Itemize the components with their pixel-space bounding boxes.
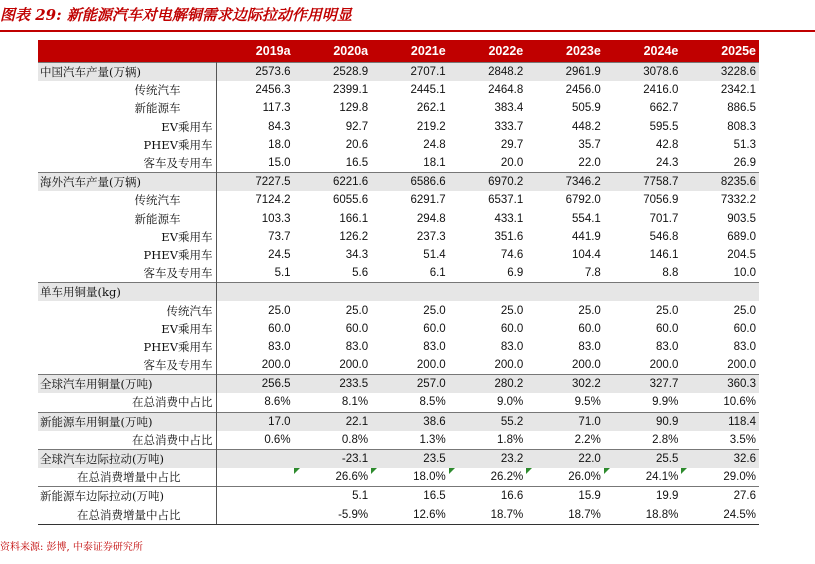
value-cell: 15.0: [268, 157, 291, 170]
value-cell: [216, 468, 294, 487]
value-cell: 60.0: [423, 322, 446, 335]
value-cell: 83.0: [500, 340, 524, 353]
value-cell: 233.5: [294, 375, 372, 394]
copper-demand-table: [38, 40, 759, 525]
table-row: [38, 506, 759, 525]
value-cell: 2342.1: [720, 84, 756, 97]
value-cell: 7227.5: [216, 173, 294, 192]
row-label: 客车及专用车: [38, 154, 216, 173]
source-note: 资料来源: 彭博, 中泰证券研究所: [0, 542, 143, 553]
table-row: [38, 375, 759, 394]
value-cell: 2399.1: [332, 84, 369, 97]
row-label: PHEV乘用车: [38, 246, 216, 264]
table-row: [38, 63, 759, 82]
table-row: [38, 210, 759, 228]
row-label: 新能源车: [38, 99, 216, 117]
table-row: [38, 191, 759, 209]
value-cell: 60.0: [655, 322, 679, 335]
value-cell: 35.7: [578, 138, 601, 151]
value-cell: 2848.2: [449, 63, 527, 82]
value-cell: 83.0: [345, 340, 369, 353]
value-cell: 262.1: [416, 102, 446, 115]
value-cell: 3078.6: [604, 63, 682, 82]
header-cell: 2025e: [681, 40, 759, 63]
row-label: 新能源车边际拉动(万吨): [38, 487, 216, 506]
value-cell: 8.1%: [341, 396, 369, 409]
row-label: 传统汽车: [38, 191, 216, 209]
value-cell: 42.8: [655, 138, 679, 151]
value-cell: 83.0: [268, 340, 291, 353]
value-cell: 6537.1: [488, 194, 524, 207]
value-cell: 25.0: [733, 304, 756, 317]
value-cell: 200.0: [339, 359, 369, 372]
value-cell: 20.0: [500, 157, 524, 170]
value-cell: 10.6%: [723, 396, 756, 409]
value-cell: 7056.9: [643, 194, 679, 207]
table-row: [38, 173, 759, 192]
value-cell: [216, 487, 294, 506]
row-label: 传统汽车: [38, 81, 216, 99]
value-cell: 23.2: [449, 449, 527, 468]
table-row: [38, 283, 759, 302]
value-cell: 662.7: [649, 102, 679, 115]
value-cell: 24.8: [423, 138, 446, 151]
value-cell: 701.7: [649, 212, 679, 225]
value-cell: 29.7: [500, 138, 524, 151]
table-row: [38, 99, 759, 117]
value-cell: 689.0: [727, 230, 756, 243]
value-cell: [449, 283, 527, 302]
table-row: [38, 81, 759, 99]
value-cell: 1.8%: [497, 433, 524, 446]
value-cell: 333.7: [494, 120, 524, 133]
value-cell: 32.6: [681, 449, 759, 468]
header-cell: 2024e: [604, 40, 682, 63]
value-cell: [371, 283, 449, 302]
value-cell: 60.0: [733, 322, 756, 335]
row-label: PHEV乘用车: [38, 136, 216, 154]
value-cell: 6055.6: [332, 194, 369, 207]
value-cell: 73.7: [268, 230, 291, 243]
table-row: [38, 412, 759, 431]
table-row: [38, 320, 759, 338]
value-cell: 12.6%: [371, 506, 449, 525]
value-cell: 103.3: [261, 212, 291, 225]
value-cell: 84.3: [268, 120, 291, 133]
row-label: 客车及专用车: [38, 264, 216, 283]
value-cell: 92.7: [345, 120, 369, 133]
value-cell: [604, 283, 682, 302]
value-cell: 2416.0: [643, 84, 679, 97]
value-cell: 256.5: [216, 375, 294, 394]
value-cell: 8.5%: [419, 396, 446, 409]
value-cell: 5.6: [352, 267, 369, 280]
value-cell: 25.0: [578, 304, 601, 317]
row-label: 在总消费中占比: [38, 393, 216, 412]
value-cell: 2.2%: [574, 433, 601, 446]
table-row: [38, 301, 759, 319]
row-label: 新能源车: [38, 210, 216, 228]
value-cell: 6970.2: [449, 173, 527, 192]
value-cell: 18.7%: [449, 506, 527, 525]
value-cell: [216, 506, 294, 525]
value-cell: 448.2: [572, 120, 601, 133]
value-cell: 129.8: [339, 102, 369, 115]
value-cell: 351.6: [494, 230, 524, 243]
value-cell: 18.8%: [604, 506, 682, 525]
value-cell: 2573.6: [216, 63, 294, 82]
value-cell: 433.1: [494, 212, 524, 225]
value-cell: 5.1: [294, 487, 372, 506]
value-cell: 55.2: [449, 412, 527, 431]
value-cell: 18.1: [423, 157, 446, 170]
header-row: [38, 40, 759, 63]
value-cell: 24.3: [655, 157, 679, 170]
value-cell: 2445.1: [410, 84, 446, 97]
row-label: EV乘用车: [38, 320, 216, 338]
value-cell: 60.0: [578, 322, 601, 335]
value-cell: 7124.2: [255, 194, 291, 207]
value-cell: 104.4: [572, 248, 601, 261]
value-cell: 7346.2: [526, 173, 604, 192]
value-cell: 9.0%: [497, 396, 524, 409]
value-cell: 6221.6: [294, 173, 372, 192]
value-cell: 26.6%: [294, 468, 372, 487]
value-cell: 6792.0: [565, 194, 601, 207]
value-cell: 7758.7: [604, 173, 682, 192]
value-cell: 90.9: [604, 412, 682, 431]
value-cell: 7.8: [584, 267, 601, 280]
value-cell: 0.8%: [341, 433, 369, 446]
table-row: [38, 246, 759, 264]
value-cell: 0.6%: [264, 433, 291, 446]
row-label: EV乘用车: [38, 118, 216, 136]
value-cell: 595.5: [649, 120, 679, 133]
value-cell: 27.6: [681, 487, 759, 506]
value-cell: 903.5: [727, 212, 756, 225]
value-cell: 327.7: [604, 375, 682, 394]
value-cell: 25.5: [604, 449, 682, 468]
table-row: [38, 431, 759, 450]
value-cell: 9.9%: [652, 396, 679, 409]
table-row: [38, 154, 759, 173]
table-row: [38, 228, 759, 246]
value-cell: 3228.6: [681, 63, 759, 82]
header-cell: 2019a: [216, 40, 294, 63]
value-cell: 22.0: [526, 449, 604, 468]
value-cell: 22.0: [578, 157, 601, 170]
value-cell: 237.3: [416, 230, 446, 243]
value-cell: 34.3: [345, 248, 369, 261]
value-cell: 546.8: [649, 230, 679, 243]
value-cell: 126.2: [339, 230, 369, 243]
value-cell: 554.1: [572, 212, 601, 225]
value-cell: 51.4: [423, 248, 446, 261]
table-row: [38, 393, 759, 412]
value-cell: 25.0: [655, 304, 679, 317]
value-cell: 505.9: [572, 102, 601, 115]
value-cell: 383.4: [494, 102, 524, 115]
table-body: [38, 63, 759, 525]
value-cell: 29.0%: [681, 468, 759, 487]
value-cell: 441.9: [572, 230, 601, 243]
value-cell: 146.1: [649, 248, 679, 261]
value-cell: 38.6: [371, 412, 449, 431]
value-cell: 8235.6: [681, 173, 759, 192]
table-row: [38, 356, 759, 375]
value-cell: 2528.9: [294, 63, 372, 82]
value-cell: [216, 283, 294, 302]
value-cell: 2.8%: [652, 433, 679, 446]
value-cell: 8.6%: [264, 396, 291, 409]
row-label: EV乘用车: [38, 228, 216, 246]
value-cell: 6291.7: [410, 194, 446, 207]
value-cell: 200.0: [649, 359, 679, 372]
value-cell: 200.0: [572, 359, 601, 372]
table-row: [38, 136, 759, 154]
value-cell: 2707.1: [371, 63, 449, 82]
value-cell: 3.5%: [729, 433, 756, 446]
table-row: [38, 487, 759, 506]
value-cell: [294, 283, 372, 302]
value-cell: 22.1: [294, 412, 372, 431]
row-label: 客车及专用车: [38, 356, 216, 375]
value-cell: 60.0: [268, 322, 291, 335]
value-cell: 219.2: [416, 120, 446, 133]
value-cell: 166.1: [339, 212, 369, 225]
value-cell: 9.5%: [574, 396, 601, 409]
title-rule: [0, 30, 815, 32]
value-cell: 280.2: [449, 375, 527, 394]
value-cell: 360.3: [681, 375, 759, 394]
value-cell: [216, 449, 294, 468]
value-cell: 302.2: [526, 375, 604, 394]
row-label: 全球汽车边际拉动(万吨): [38, 449, 216, 468]
value-cell: 74.6: [500, 248, 524, 261]
value-cell: 18.0: [268, 138, 291, 151]
value-cell: 5.1: [274, 267, 291, 280]
value-cell: 2456.3: [255, 84, 291, 97]
value-cell: 20.6: [345, 138, 369, 151]
header-cell: 2023e: [526, 40, 604, 63]
value-cell: 6.1: [429, 267, 446, 280]
value-cell: 25.0: [500, 304, 524, 317]
value-cell: 808.3: [727, 120, 756, 133]
value-cell: 117.3: [262, 102, 291, 115]
value-cell: 1.3%: [419, 433, 446, 446]
value-cell: 25.0: [423, 304, 446, 317]
value-cell: 26.9: [733, 157, 756, 170]
value-cell: 2456.0: [565, 84, 601, 97]
row-label: 新能源车用铜量(万吨): [38, 412, 216, 431]
value-cell: -5.9%: [294, 506, 372, 525]
row-label: 海外汽车产量(万辆): [38, 173, 216, 192]
row-label: 在总消费中占比: [38, 431, 216, 450]
value-cell: 18.0%: [371, 468, 449, 487]
value-cell: 15.9: [526, 487, 604, 506]
value-cell: 24.5%: [681, 506, 759, 525]
value-cell: 6586.6: [371, 173, 449, 192]
value-cell: 886.5: [727, 102, 756, 115]
header-cell: 2022e: [449, 40, 527, 63]
row-label: PHEV乘用车: [38, 338, 216, 356]
value-cell: 16.5: [345, 157, 369, 170]
row-label: 在总消费增量中占比: [38, 506, 216, 525]
value-cell: 83.0: [578, 340, 601, 353]
value-cell: 16.6: [449, 487, 527, 506]
table-row: [38, 264, 759, 283]
value-cell: 60.0: [345, 322, 369, 335]
table-row: [38, 468, 759, 487]
figure-title: 图表 29: 新能源汽车对电解铜需求边际拉动作用明显: [0, 6, 352, 24]
header-cell: 2020a: [294, 40, 372, 63]
row-label: 在总消费增量中占比: [38, 468, 216, 487]
value-cell: 71.0: [526, 412, 604, 431]
value-cell: 2464.8: [488, 84, 524, 97]
value-cell: 10.0: [733, 267, 756, 280]
value-cell: 26.0%: [526, 468, 604, 487]
value-cell: 2961.9: [526, 63, 604, 82]
value-cell: 23.5: [371, 449, 449, 468]
row-label: 全球汽车用铜量(万吨): [38, 375, 216, 394]
value-cell: 8.8: [662, 267, 679, 280]
value-cell: 24.5: [268, 248, 291, 261]
value-cell: 19.9: [604, 487, 682, 506]
table-row: [38, 338, 759, 356]
value-cell: 294.8: [416, 212, 446, 225]
value-cell: 6.9: [507, 267, 524, 280]
header-cell: [38, 40, 216, 63]
value-cell: 24.1%: [604, 468, 682, 487]
value-cell: 200.0: [261, 359, 291, 372]
row-label: 传统汽车: [38, 301, 216, 319]
value-cell: 83.0: [733, 340, 756, 353]
value-cell: 200.0: [727, 359, 756, 372]
value-cell: -23.1: [294, 449, 372, 468]
value-cell: 60.0: [500, 322, 524, 335]
table-row: [38, 449, 759, 468]
table-row: [38, 118, 759, 136]
value-cell: 26.2%: [449, 468, 527, 487]
header-cell: 2021e: [371, 40, 449, 63]
value-cell: 200.0: [416, 359, 446, 372]
value-cell: 25.0: [345, 304, 369, 317]
value-cell: 257.0: [371, 375, 449, 394]
value-cell: 83.0: [423, 340, 446, 353]
row-label: 中国汽车产量(万辆): [38, 63, 216, 82]
value-cell: 204.5: [727, 248, 756, 261]
value-cell: 51.3: [733, 138, 756, 151]
value-cell: 7332.2: [720, 194, 756, 207]
value-cell: [681, 283, 759, 302]
value-cell: 18.7%: [526, 506, 604, 525]
value-cell: [526, 283, 604, 302]
value-cell: 17.0: [216, 412, 294, 431]
value-cell: 118.4: [681, 412, 759, 431]
value-cell: 16.5: [371, 487, 449, 506]
row-label: 单车用铜量(kg): [38, 283, 216, 302]
value-cell: 83.0: [655, 340, 679, 353]
value-cell: 25.0: [268, 304, 291, 317]
value-cell: 200.0: [494, 359, 524, 372]
